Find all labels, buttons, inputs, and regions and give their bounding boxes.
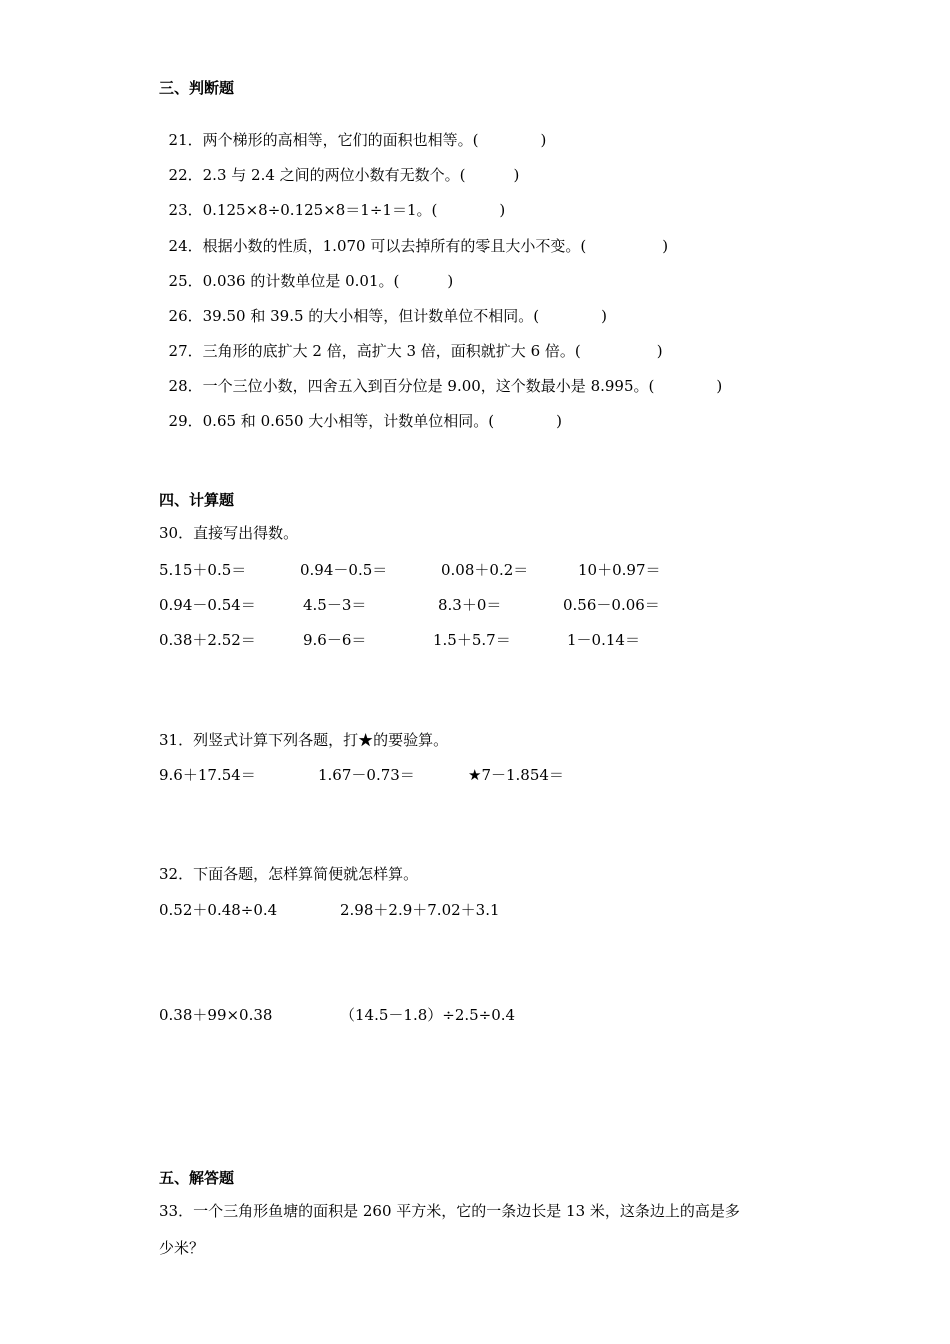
q32-item: 2.98＋2.9＋7.02＋3.1 — [340, 901, 500, 919]
judge-close-paren: ) — [556, 412, 562, 430]
judge-close-paren: ) — [513, 166, 520, 184]
q30-item: 1.5＋5.7＝ — [433, 631, 511, 649]
q30-prompt: 30．直接写出得数。 — [159, 524, 299, 542]
judge-close-paren: ) — [716, 377, 723, 395]
judge-item-22 — [159, 145, 519, 185]
q30-item: 0.94－0.5＝ — [300, 561, 388, 579]
q31-item: 9.6＋17.54＝ — [159, 766, 256, 784]
judge-text: 25．0.036 的计数单位是 0.01。( — [168, 272, 400, 290]
q30-item: 9.6－6＝ — [303, 631, 367, 649]
q30-item: 8.3＋0＝ — [438, 596, 502, 614]
judge-close-paren: ) — [662, 237, 669, 255]
q32-item: 0.38＋99×0.38 — [159, 1006, 273, 1024]
q30-item: 0.38＋2.52＝ — [159, 631, 256, 649]
q30-item: 0.56－0.06＝ — [563, 596, 660, 614]
judge-item-25 — [159, 251, 453, 291]
judge-close-paren: ) — [499, 201, 506, 219]
judge-item-27 — [159, 321, 663, 361]
judge-text: 23．0.125×8÷0.125×8＝1÷1＝1。( — [168, 201, 438, 219]
judge-close-paren: ) — [540, 131, 547, 149]
q32-item: 0.52＋0.48÷0.4 — [159, 901, 278, 919]
q31-prompt: 31．列竖式计算下列各题，打★的要验算。 — [159, 731, 449, 749]
judge-item-21 — [159, 110, 546, 150]
q30-item: 10＋0.97＝ — [578, 561, 661, 579]
section-title-word-problems: 五、解答题 — [159, 1169, 235, 1187]
section-title-calculation: 四、计算题 — [159, 491, 235, 509]
judge-item-23 — [159, 180, 505, 220]
judge-item-28 — [159, 356, 722, 396]
judge-text: 27．三角形的底扩大 2 倍，高扩大 3 倍，面积就扩大 6 倍。( — [168, 342, 581, 360]
judge-item-24 — [159, 216, 668, 256]
judge-text: 28．一个三位小数，四舍五入到百分位是 9.00，这个数最小是 8.995。( — [168, 377, 655, 395]
judge-close-paren: ) — [656, 342, 663, 360]
judge-item-26 — [159, 286, 607, 326]
judge-text: 22．2.3 与 2.4 之间的两位小数有无数个。( — [168, 166, 466, 184]
judge-text: 21．两个梯形的高相等，它们的面积也相等。( — [168, 131, 479, 149]
judge-close-paren: ) — [447, 272, 454, 290]
q32-item: （14.5－1.8）÷2.5÷0.4 — [340, 1006, 516, 1024]
judge-text: 24．根据小数的性质，1.070 可以去掉所有的零且大小不变。( — [168, 237, 587, 255]
q33-line1: 33．一个三角形鱼塘的面积是 260 平方米，它的一条边长是 13 米，这条边上的高是多 — [159, 1202, 740, 1220]
q31-item-starred: ★7－1.854＝ — [468, 766, 564, 784]
judge-text: 29．0.65 和 0.650 大小相等，计数单位相同。( — [168, 412, 495, 430]
q30-item: 1－0.14＝ — [567, 631, 640, 649]
q30-item: 4.5－3＝ — [303, 596, 367, 614]
judge-text: 26．39.50 和 39.5 的大小相等，但计数单位不相同。( — [168, 307, 540, 325]
section-title-judgement: 三、判断题 — [159, 79, 235, 97]
q31-item: 1.67－0.73＝ — [318, 766, 415, 784]
q30-item: 0.08＋0.2＝ — [441, 561, 529, 579]
judge-item-29 — [159, 391, 562, 431]
q33-line2: 少米？ — [159, 1239, 205, 1257]
q30-item: 0.94－0.54＝ — [159, 596, 256, 614]
q30-item: 5.15＋0.5＝ — [159, 561, 247, 579]
q32-prompt: 32．下面各题，怎样算简便就怎样算。 — [159, 865, 419, 883]
judge-close-paren: ) — [601, 307, 607, 325]
